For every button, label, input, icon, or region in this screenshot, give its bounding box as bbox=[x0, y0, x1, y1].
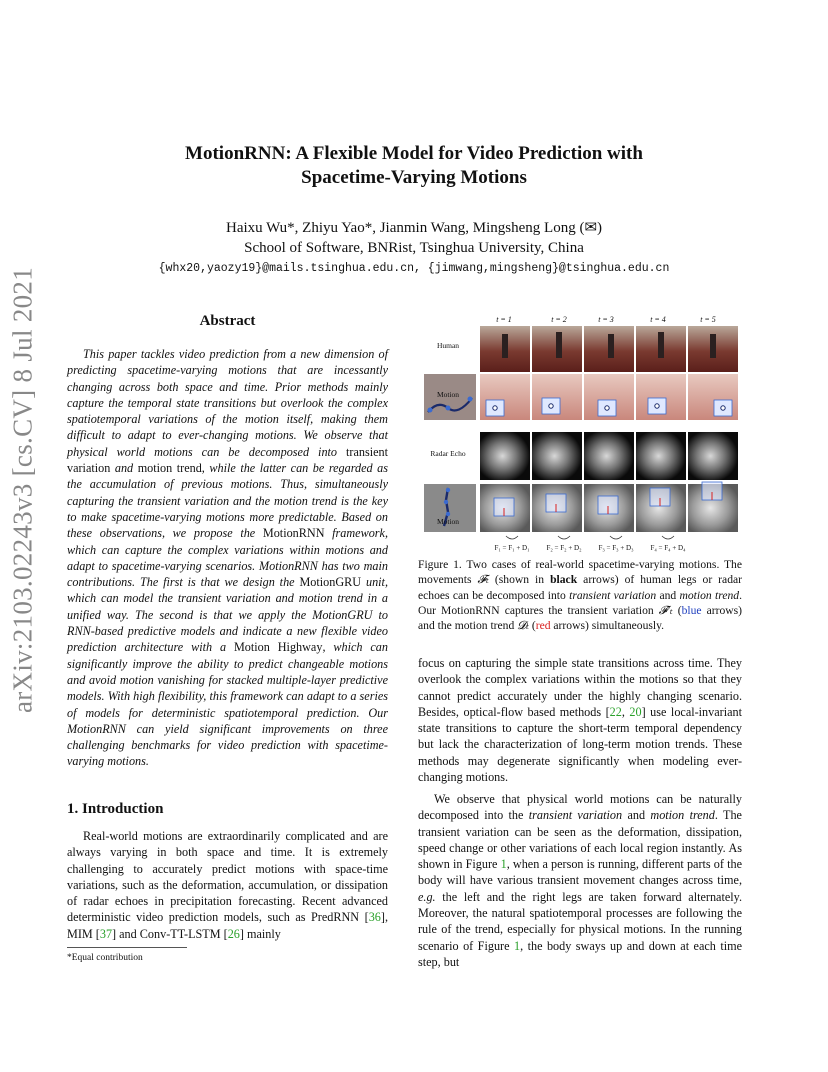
time-label: t = 2 bbox=[551, 315, 567, 324]
figure-1-caption: Figure 1. Two cases of real-world spacetime-varying motions. The movements 𝓕ₜ (shown in black arrows) of human legs or radar echoes can be decomposed into transient variation and motion trend. Our MotionRNN captures the transient variation 𝓕′ₜ (blue arrows) and the motion trend 𝓓ₜ (red arrows) simultaneously. bbox=[418, 558, 742, 633]
introduction-heading: 1. Introduction bbox=[67, 801, 164, 817]
time-label: t = 5 bbox=[700, 315, 716, 324]
paper-title bbox=[100, 142, 728, 190]
citation-link[interactable]: 20 bbox=[629, 704, 642, 719]
right-column-paragraph-2: We observe that physical world motions can be naturally decomposed into the transient variation and motion trend. The transient variation can be seen as the deformation, dissipation, speed change or other variations of each local region instantly. As shown in Figure 1, when a person is running, different parts of the body will have various transient movement changes across time, e.g. the left and the right legs are taken forward alternately. Moreover, the natural spatiotemporal processes are following the rule of the trend, especially for physical motions. In the running scenario of Figure 1, the body sways up and down at each time step, but bbox=[418, 792, 743, 969]
equation-2: F₂ = F₂ + D₂ bbox=[546, 544, 582, 552]
row-label: Radar Echo bbox=[430, 449, 466, 458]
human-frames bbox=[480, 326, 738, 372]
title-line-2: Spacetime-Varying Motions bbox=[301, 167, 527, 188]
right-column-paragraph-1: focus on capturing the simple state transitions across time. They overlook the complex variations within the motions so that they cannot predict accurately under the highly changing scenario. Besides, optical-flow based methods [22, 20] use local-invariant state transitions to capture the short-term temporal dependency but lack the characterization of long-term motion trends. These methods may degenerate significantly when modeling ever-changing motions. bbox=[418, 656, 742, 785]
radar-frames bbox=[480, 432, 738, 480]
author-block bbox=[100, 218, 728, 258]
time-label: t = 1 bbox=[496, 315, 512, 324]
abstract-heading: Abstract bbox=[199, 313, 256, 329]
time-label: t = 3 bbox=[598, 315, 614, 324]
author-names: Haixu Wu*, Zhiyu Yao*, Jianmin Wang, Mingsheng Long (✉) bbox=[225, 220, 603, 236]
row-label: Motion bbox=[436, 390, 460, 399]
figure-1 bbox=[418, 312, 742, 554]
figure-link[interactable]: 1 bbox=[500, 857, 507, 872]
row-label: Motion bbox=[436, 517, 460, 526]
citation-link[interactable]: 22 bbox=[609, 704, 622, 719]
author-emails: {whx20,yaozy19}@mails.tsinghua.edu.cn, {jimwang,mingsheng}@tsinghua.edu.cn bbox=[158, 262, 670, 275]
abstract-text: This paper tackles video prediction from a new dimension of predicting spacetime-varying motions that are incessantly changing across both space and time. Prior methods mainly capture the temporal state transitions but overlook the complex spatiotemporal variations of the motion itself, making them difficult to adapt to ever-changing motions. We observe that physical world motions can be decomposed into transient variation and motion trend, while the latter can be regarded as the accumulation of previous motions. Thus, simultaneously capturing the transient variation and the motion trend is the key to make spacetime-varying motions more predictable. Based on these observations, we propose the MotionRNN framework, which can capture the complex variations within motions and adapt to spacetime-varying scenarios. MotionRNN has two main contributions. The first is that we design the MotionGRU unit, which can model the transient variation and motion trend in a unified way. The second is that we apply the MotionGRU to RNN-based predictive models and indicate a new flexible video prediction architecture with a Motion Highway, which can significantly improve the ability to predict changeable motions and avoid motion vanishing for stacked multiple-layer predictive models. With high flexibility, this framework can adapt to a series of models for deterministic spatiotemporal prediction. Our MotionRNN can yield significant improvements on three challenging benchmarks for video prediction with spacetime-varying motions. bbox=[67, 347, 389, 769]
figure-link[interactable]: 1 bbox=[513, 938, 521, 953]
radar-motion-frames bbox=[424, 482, 738, 532]
row-label: Human bbox=[436, 341, 460, 350]
figure-equations bbox=[494, 536, 686, 552]
footnote-rule bbox=[67, 947, 187, 948]
equation-3: F₃ = F₃ + D₃ bbox=[598, 544, 634, 552]
citation-link[interactable]: 26 bbox=[227, 926, 240, 941]
footnote: *Equal contribution bbox=[67, 953, 143, 963]
equation-4: F₄ = F₄ + D₄ bbox=[650, 544, 686, 552]
equation-1: F₁ = F₁ + D₁ bbox=[494, 544, 530, 552]
human-motion-frames bbox=[424, 374, 738, 420]
citation-link[interactable]: 37 bbox=[99, 926, 113, 941]
introduction-text: Real-world motions are extraordinarily complicated and are always varying in both space and time. It is extremely challenging to accurately predict motions with space-time variations, such as the deformation, accumulation, or dissipation of radar echoes in precipitation forecasting. Recent advanced deterministic video prediction models, such as PredRNN [36], MIM [37] and Conv-TT-LSTM [26] mainly bbox=[67, 829, 388, 941]
citation-link[interactable]: 36 bbox=[368, 910, 381, 925]
time-label: t = 4 bbox=[650, 315, 666, 324]
arxiv-id-text: arXiv:2103.02243v3 [cs.CV] 8 Jul 2021 bbox=[7, 266, 38, 714]
arxiv-identifier bbox=[0, 266, 46, 714]
title-line-1: MotionRNN: A Flexible Model for Video Prediction with bbox=[185, 143, 643, 164]
affiliation: School of Software, BNRist, Tsinghua University, China bbox=[244, 240, 584, 256]
